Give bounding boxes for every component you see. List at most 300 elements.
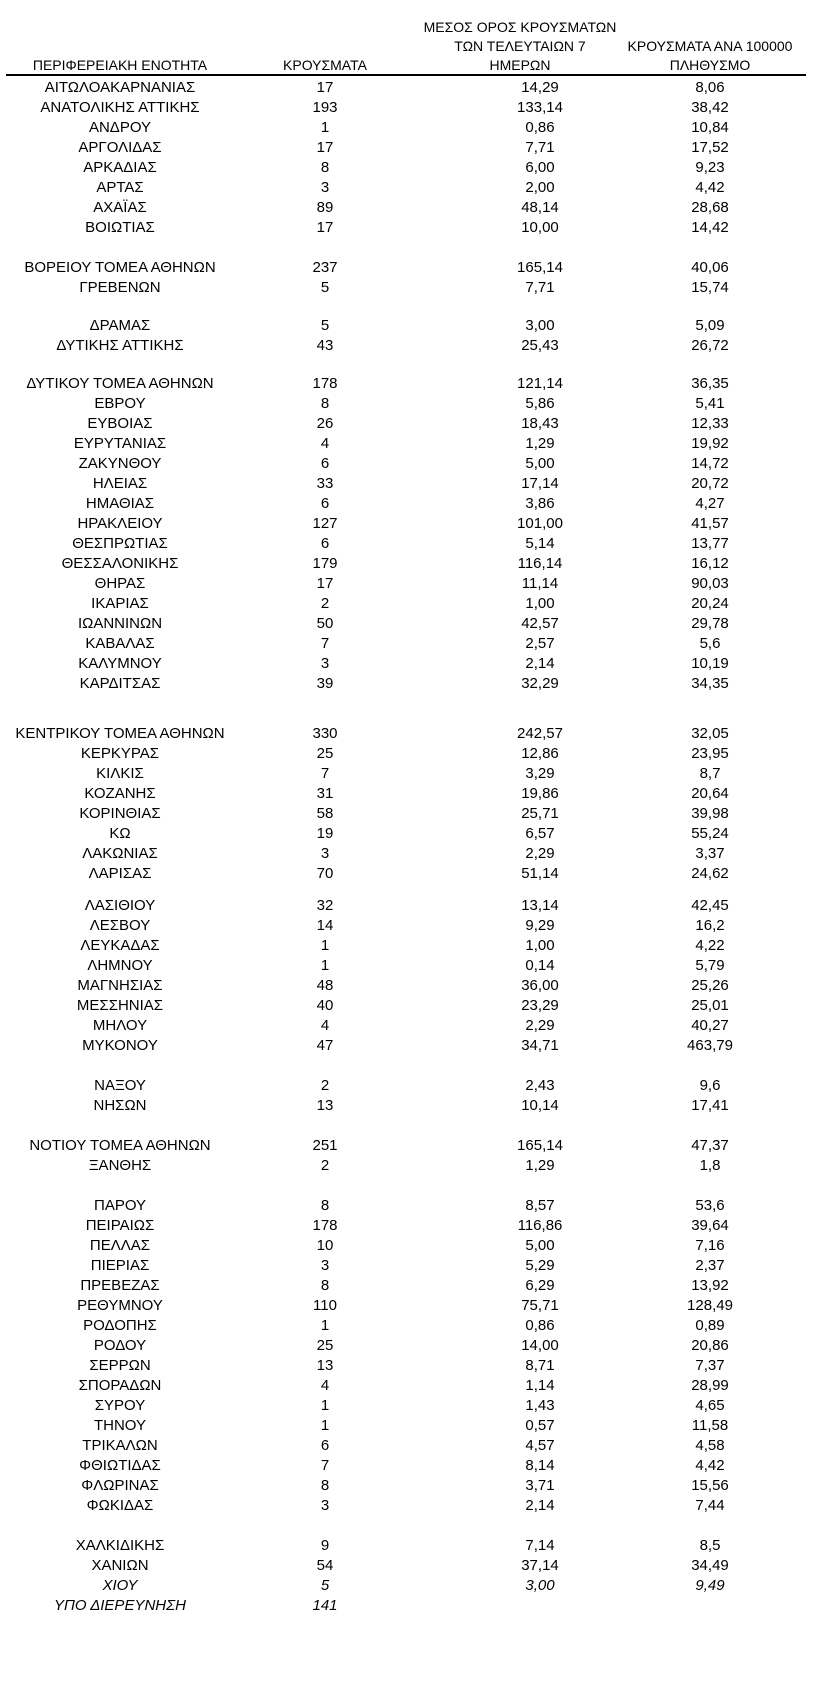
cases-cell: 4 <box>320 1017 330 1034</box>
region-name-cell: ΘΗΡΑΣ <box>94 575 146 592</box>
cases-per-100000-cell: 5,41 <box>695 395 725 412</box>
region-name-cell: ΑΝΔΡΟΥ <box>88 119 152 136</box>
table-row <box>0 1476 835 1496</box>
cases-per-100000-cell: 20,64 <box>691 785 729 802</box>
seven-day-average-cell: 48,14 <box>521 199 559 216</box>
table-row <box>0 614 835 634</box>
region-name-cell: ΝΟΤΙΟΥ ΤΟΜΕΑ ΑΘΗΝΩΝ <box>29 1137 211 1154</box>
cases-cell: 5 <box>320 317 330 334</box>
region-name-cell: ΧΙΟΥ <box>102 1577 138 1594</box>
table-row <box>0 1076 835 1096</box>
table-row <box>0 724 835 744</box>
region-name-cell: ΝΑΞΟΥ <box>94 1077 146 1094</box>
region-name-cell: ΜΥΚΟΝΟΥ <box>82 1037 158 1054</box>
region-name-cell: ΚΟΡΙΝΘΙΑΣ <box>79 805 161 822</box>
table-row <box>0 1336 835 1356</box>
region-name-cell: ΡΕΘΥΜΝΟΥ <box>77 1297 163 1314</box>
seven-day-average-cell: 8,71 <box>525 1357 555 1374</box>
region-name-cell: ΚΟΖΑΝΗΣ <box>84 785 156 802</box>
region-name-cell: ΓΡΕΒΕΝΩΝ <box>79 279 161 296</box>
region-name-cell: ΗΡΑΚΛΕΙΟΥ <box>77 515 163 532</box>
seven-day-average-cell: 6,57 <box>525 825 555 842</box>
table-row <box>0 1376 835 1396</box>
cases-cell: 5 <box>320 1577 330 1594</box>
cases-cell: 17 <box>316 575 334 592</box>
seven-day-average-cell: 2,14 <box>525 1497 555 1514</box>
cases-cell: 32 <box>316 897 334 914</box>
cases-per-100000-cell: 26,72 <box>691 337 729 354</box>
table-row <box>0 996 835 1016</box>
region-name-cell: ΛΗΜΝΟΥ <box>87 957 153 974</box>
cases-cell: 19 <box>316 825 334 842</box>
cases-per-100000-cell: 53,6 <box>695 1197 725 1214</box>
cases-per-100000-cell: 20,86 <box>691 1337 729 1354</box>
cases-cell: 17 <box>316 139 334 156</box>
table-row <box>0 534 835 554</box>
table-row <box>0 158 835 178</box>
cases-per-100000-cell: 40,06 <box>691 259 729 276</box>
region-name-cell: ΚΕΡΚΥΡΑΣ <box>80 745 160 762</box>
table-row <box>0 1236 835 1256</box>
table-row <box>0 514 835 534</box>
region-name-cell: ΔΡΑΜΑΣ <box>89 317 151 334</box>
table-row <box>0 956 835 976</box>
seven-day-average-cell: 121,14 <box>517 375 563 392</box>
seven-day-average-cell: 36,00 <box>521 977 559 994</box>
cases-cell: 8 <box>320 159 330 176</box>
seven-day-average-cell: 4,57 <box>525 1437 555 1454</box>
cases-cell: 3 <box>320 655 330 672</box>
cases-cell: 25 <box>316 1337 334 1354</box>
region-name-cell: ΚΑΛΥΜΝΟΥ <box>78 655 162 672</box>
seven-day-average-cell: 25,43 <box>521 337 559 354</box>
region-name-cell: ΘΕΣΣΑΛΟΝΙΚΗΣ <box>61 555 179 572</box>
cases-per-100000-cell: 38,42 <box>691 99 729 116</box>
cases-per-100000-cell: 32,05 <box>691 725 729 742</box>
cases-per-100000-cell: 7,16 <box>695 1237 725 1254</box>
region-name-cell: ΑΡΤΑΣ <box>96 179 144 196</box>
seven-day-average-cell: 1,43 <box>525 1397 555 1414</box>
table-row <box>0 494 835 514</box>
table-row <box>0 394 835 414</box>
cases-per-100000-cell: 9,6 <box>699 1077 721 1094</box>
region-name-cell: ΙΚΑΡΙΑΣ <box>91 595 149 612</box>
region-name-cell: ΒΟΡΕΙΟΥ ΤΟΜΕΑ ΑΘΗΝΩΝ <box>24 259 216 276</box>
seven-day-average-cell: 14,00 <box>521 1337 559 1354</box>
cases-cell: 1 <box>320 957 330 974</box>
table-row <box>0 1596 835 1616</box>
region-name-cell: ΧΑΛΚΙΔΙΚΗΣ <box>75 1537 165 1554</box>
seven-day-average-cell: 42,57 <box>521 615 559 632</box>
cases-cell: 8 <box>320 1477 330 1494</box>
seven-day-average-cell: 8,57 <box>525 1197 555 1214</box>
seven-day-average-cell: 0,86 <box>525 1317 555 1334</box>
table-row <box>0 1196 835 1216</box>
table-row <box>0 594 835 614</box>
cases-cell: 3 <box>320 1257 330 1274</box>
cases-cell: 2 <box>320 1157 330 1174</box>
cases-cell: 4 <box>320 1377 330 1394</box>
seven-day-average-cell: 2,57 <box>525 635 555 652</box>
region-name-cell: ΛΑΚΩΝΙΑΣ <box>82 845 158 862</box>
seven-day-average-cell: 1,00 <box>525 937 555 954</box>
region-name-cell: ΒΟΙΩΤΙΑΣ <box>85 219 155 236</box>
cases-per-100000-cell: 24,62 <box>691 865 729 882</box>
cases-cell: 1 <box>320 1317 330 1334</box>
cases-cell: 17 <box>316 79 334 96</box>
cases-per-100000-cell: 9,49 <box>695 1577 725 1594</box>
cases-cell: 3 <box>320 845 330 862</box>
cases-cell: 14 <box>316 917 334 934</box>
table-row <box>0 258 835 278</box>
cases-per-100000-cell: 8,7 <box>699 765 721 782</box>
cases-cell: 39 <box>316 675 334 692</box>
seven-day-average-cell: 165,14 <box>517 1137 563 1154</box>
cases-per-100000-cell: 20,72 <box>691 475 729 492</box>
region-name-cell: ΙΩΑΝΝΙΝΩΝ <box>77 615 163 632</box>
cases-per-100000-cell: 39,98 <box>691 805 729 822</box>
header-avg-line-3: ΗΜΕΡΩΝ <box>489 57 551 73</box>
cases-cell: 25 <box>316 745 334 762</box>
seven-day-average-cell: 3,00 <box>525 1577 555 1594</box>
cases-per-100000-cell: 47,37 <box>691 1137 729 1154</box>
seven-day-average-cell: 2,43 <box>525 1077 555 1094</box>
table-row <box>0 1136 835 1156</box>
cases-per-100000-cell: 5,79 <box>695 957 725 974</box>
cases-cell: 8 <box>320 1197 330 1214</box>
region-name-cell: ΡΟΔΟΥ <box>93 1337 147 1354</box>
cases-per-100000-cell: 4,42 <box>695 179 725 196</box>
table-row <box>0 454 835 474</box>
seven-day-average-cell: 5,00 <box>525 1237 555 1254</box>
cases-per-100000-cell: 0,89 <box>695 1317 725 1334</box>
cases-cell: 110 <box>313 1297 337 1314</box>
region-name-cell: ΦΘΙΩΤΙΔΑΣ <box>79 1457 161 1474</box>
cases-cell: 13 <box>316 1097 334 1114</box>
cases-per-100000-cell: 7,44 <box>695 1497 725 1514</box>
table-row <box>0 896 835 916</box>
seven-day-average-cell: 10,14 <box>521 1097 559 1114</box>
table-row <box>0 764 835 784</box>
region-name-cell: ΝΗΣΩΝ <box>93 1097 147 1114</box>
cases-per-100000-cell: 23,95 <box>691 745 729 762</box>
region-name-cell: ΖΑΚΥΝΘΟΥ <box>78 455 162 472</box>
seven-day-average-cell: 1,14 <box>525 1377 555 1394</box>
table-row <box>0 916 835 936</box>
header-region: ΠΕΡΙΦΕΡΕΙΑΚΗ ΕΝΟΤΗΤΑ <box>32 57 208 73</box>
region-name-cell: ΠΡΕΒΕΖΑΣ <box>80 1277 160 1294</box>
table-row <box>0 804 835 824</box>
seven-day-average-cell: 14,29 <box>521 79 559 96</box>
cases-cell: 3 <box>320 1497 330 1514</box>
seven-day-average-cell: 2,29 <box>525 845 555 862</box>
region-name-cell: ΑΡΓΟΛΙΔΑΣ <box>78 139 162 156</box>
cases-per-100000-cell: 40,27 <box>691 1017 729 1034</box>
cases-per-100000-cell: 12,33 <box>691 415 729 432</box>
region-name-cell: ΚΙΛΚΙΣ <box>96 765 144 782</box>
table-row <box>0 654 835 674</box>
cases-per-100000-cell: 10,84 <box>691 119 729 136</box>
cases-cell: 26 <box>316 415 334 432</box>
table-row <box>0 1016 835 1036</box>
cases-per-100000-cell: 17,52 <box>691 139 729 156</box>
cases-cell: 7 <box>320 765 330 782</box>
table-row <box>0 1036 835 1056</box>
table-row <box>0 574 835 594</box>
table-row <box>0 316 835 336</box>
cases-cell: 1 <box>320 1417 330 1434</box>
table-row <box>0 634 835 654</box>
cases-per-100000-cell: 10,19 <box>691 655 729 672</box>
cases-per-100000-cell: 4,42 <box>695 1457 725 1474</box>
region-name-cell: ΔΥΤΙΚΟΥ ΤΟΜΕΑ ΑΘΗΝΩΝ <box>26 375 214 392</box>
table-row <box>0 674 835 694</box>
region-name-cell: ΤΗΝΟΥ <box>93 1417 147 1434</box>
region-name-cell: ΔΥΤΙΚΗΣ ΑΤΤΙΚΗΣ <box>56 337 184 354</box>
seven-day-average-cell: 3,71 <box>525 1477 555 1494</box>
region-name-cell: ΞΑΝΘΗΣ <box>88 1157 152 1174</box>
seven-day-average-cell: 5,86 <box>525 395 555 412</box>
cases-cell: 6 <box>320 495 330 512</box>
cases-cell: 54 <box>316 1557 334 1574</box>
table-row <box>0 414 835 434</box>
cases-per-100000-cell: 90,03 <box>691 575 729 592</box>
region-name-cell: ΤΡΙΚΑΛΩΝ <box>82 1437 158 1454</box>
region-name-cell: ΣΠΟΡΑΔΩΝ <box>78 1377 162 1394</box>
table-row <box>0 1096 835 1116</box>
header-rate-line-1: ΚΡΟΥΣΜΑΤΑ ΑΝΑ 100000 <box>627 38 793 54</box>
cases-per-100000-cell: 4,27 <box>695 495 725 512</box>
table-row <box>0 118 835 138</box>
region-name-cell: ΜΑΓΝΗΣΙΑΣ <box>77 977 163 994</box>
table-row <box>0 1576 835 1596</box>
cases-per-100000-cell: 7,37 <box>695 1357 725 1374</box>
table-row <box>0 864 835 884</box>
cases-per-100000-cell: 4,22 <box>695 937 725 954</box>
seven-day-average-cell: 75,71 <box>521 1297 559 1314</box>
table-row <box>0 1296 835 1316</box>
table-row <box>0 178 835 198</box>
seven-day-average-cell: 3,00 <box>525 317 555 334</box>
cases-per-100000-cell: 55,24 <box>691 825 729 842</box>
seven-day-average-cell: 7,71 <box>525 139 555 156</box>
region-name-cell: ΣΕΡΡΩΝ <box>89 1357 151 1374</box>
region-name-cell: ΕΥΒΟΙΑΣ <box>87 415 153 432</box>
header-divider <box>6 74 806 76</box>
cases-cell: 31 <box>316 785 334 802</box>
cases-cell: 6 <box>320 535 330 552</box>
region-name-cell: ΑΙΤΩΛΟΑΚΑΡΝΑΝΙΑΣ <box>44 79 196 96</box>
region-name-cell: ΚΩ <box>109 825 131 842</box>
region-name-cell: ΘΕΣΠΡΩΤΙΑΣ <box>72 535 168 552</box>
cases-cell: 1 <box>320 937 330 954</box>
cases-cell: 13 <box>316 1357 334 1374</box>
cases-per-100000-cell: 28,68 <box>691 199 729 216</box>
table-row <box>0 824 835 844</box>
table-row <box>0 98 835 118</box>
table-row <box>0 1216 835 1236</box>
seven-day-average-cell: 51,14 <box>521 865 559 882</box>
table-row <box>0 1156 835 1176</box>
cases-per-100000-cell: 463,79 <box>687 1037 733 1054</box>
region-name-cell: ΕΒΡΟΥ <box>94 395 146 412</box>
seven-day-average-cell: 165,14 <box>517 259 563 276</box>
cases-cell: 9 <box>320 1537 330 1554</box>
cases-cell: 48 <box>316 977 334 994</box>
seven-day-average-cell: 5,14 <box>525 535 555 552</box>
cases-cell: 40 <box>316 997 334 1014</box>
table-row <box>0 1556 835 1576</box>
cases-per-100000-cell: 34,49 <box>691 1557 729 1574</box>
cases-per-100000-cell: 3,37 <box>695 845 725 862</box>
cases-per-100000-cell: 15,74 <box>691 279 729 296</box>
seven-day-average-cell: 25,71 <box>521 805 559 822</box>
table-row <box>0 374 835 394</box>
cases-cell: 1 <box>320 1397 330 1414</box>
cases-cell: 2 <box>320 595 330 612</box>
cases-cell: 47 <box>316 1037 334 1054</box>
seven-day-average-cell: 0,14 <box>525 957 555 974</box>
region-name-cell: ΜΗΛΟΥ <box>92 1017 148 1034</box>
seven-day-average-cell: 10,00 <box>521 219 559 236</box>
cases-cell: 8 <box>320 395 330 412</box>
cases-per-100000-cell: 14,42 <box>691 219 729 236</box>
region-name-cell: ΗΜΑΘΙΑΣ <box>85 495 155 512</box>
cases-cell: 7 <box>320 1457 330 1474</box>
cases-cell: 17 <box>316 219 334 236</box>
table-row <box>0 1436 835 1456</box>
cases-cell: 330 <box>312 725 338 742</box>
cases-per-100000-cell: 14,72 <box>691 455 729 472</box>
seven-day-average-cell: 37,14 <box>521 1557 559 1574</box>
table-row <box>0 1396 835 1416</box>
seven-day-average-cell: 17,14 <box>521 475 559 492</box>
table-row <box>0 336 835 356</box>
region-name-cell: ΡΟΔΟΠΗΣ <box>83 1317 157 1334</box>
cases-cell: 3 <box>320 179 330 196</box>
seven-day-average-cell: 5,00 <box>525 455 555 472</box>
cases-per-100000-cell: 17,41 <box>691 1097 729 1114</box>
seven-day-average-cell: 3,29 <box>525 765 555 782</box>
seven-day-average-cell: 2,00 <box>525 179 555 196</box>
table-row <box>0 976 835 996</box>
cases-cell: 6 <box>320 455 330 472</box>
cases-per-100000-cell: 5,09 <box>695 317 725 334</box>
region-name-cell: ΑΝΑΤΟΛΙΚΗΣ ΑΤΤΙΚΗΣ <box>40 99 200 116</box>
cases-cell: 6 <box>320 1437 330 1454</box>
cases-cell: 10 <box>316 1237 334 1254</box>
cases-cell: 178 <box>312 375 338 392</box>
region-name-cell: ΜΕΣΣΗΝΙΑΣ <box>76 997 164 1014</box>
cases-per-100000-cell: 25,26 <box>691 977 729 994</box>
cases-per-100000-cell: 9,23 <box>695 159 725 176</box>
region-name-cell: ΚΑΡΔΙΤΣΑΣ <box>79 675 161 692</box>
region-name-cell: ΠΙΕΡΙΑΣ <box>90 1257 150 1274</box>
cases-cell: 179 <box>312 555 338 572</box>
cases-cell: 4 <box>320 435 330 452</box>
table-row <box>0 474 835 494</box>
table-row <box>0 78 835 98</box>
table-row <box>0 278 835 298</box>
seven-day-average-cell: 0,86 <box>525 119 555 136</box>
table-row <box>0 1456 835 1476</box>
region-name-cell: ΚΕΝΤΡΙΚΟΥ ΤΟΜΕΑ ΑΘΗΝΩΝ <box>15 725 225 742</box>
cases-per-100000-cell: 1,8 <box>699 1157 721 1174</box>
region-name-cell: ΦΩΚΙΔΑΣ <box>86 1497 154 1514</box>
cases-cell: 33 <box>316 475 334 492</box>
seven-day-average-cell: 11,14 <box>521 575 559 592</box>
table-row <box>0 784 835 804</box>
region-name-cell: ΠΕΛΛΑΣ <box>89 1237 151 1254</box>
region-name-cell: ΛΑΣΙΘΙΟΥ <box>84 897 156 914</box>
seven-day-average-cell: 7,71 <box>525 279 555 296</box>
header-avg-line-2: ΤΩΝ ΤΕΛΕΥΤΑΙΩΝ 7 <box>454 38 586 54</box>
table-row <box>0 1356 835 1376</box>
region-name-cell: ΑΡΚΑΔΙΑΣ <box>83 159 157 176</box>
seven-day-average-cell: 34,71 <box>521 1037 559 1054</box>
region-name-cell: ΦΛΩΡΙΝΑΣ <box>81 1477 159 1494</box>
region-name-cell: ΛΑΡΙΣΑΣ <box>88 865 152 882</box>
cases-per-100000-cell: 36,35 <box>691 375 729 392</box>
cases-per-100000-cell: 28,99 <box>691 1377 729 1394</box>
seven-day-average-cell: 116,86 <box>517 1217 563 1234</box>
cases-per-100000-cell: 8,5 <box>699 1537 721 1554</box>
table-row <box>0 1256 835 1276</box>
seven-day-average-cell: 13,14 <box>521 897 559 914</box>
table-row <box>0 218 835 238</box>
cases-cell: 5 <box>320 279 330 296</box>
cases-cell: 127 <box>312 515 338 532</box>
seven-day-average-cell: 2,14 <box>525 655 555 672</box>
seven-day-average-cell: 32,29 <box>521 675 559 692</box>
seven-day-average-cell: 0,57 <box>525 1417 555 1434</box>
cases-cell: 70 <box>316 865 334 882</box>
table-row <box>0 1536 835 1556</box>
seven-day-average-cell: 116,14 <box>517 555 563 572</box>
header-cases: ΚΡΟΥΣΜΑΤΑ <box>283 57 367 73</box>
cases-cell: 178 <box>312 1217 338 1234</box>
seven-day-average-cell: 18,43 <box>521 415 559 432</box>
table-row <box>0 434 835 454</box>
seven-day-average-cell: 1,29 <box>525 1157 555 1174</box>
cases-cell: 2 <box>320 1077 330 1094</box>
cases-per-100000-cell: 39,64 <box>691 1217 729 1234</box>
region-name-cell: ΥΠΟ ΔΙΕΡΕΥΝΗΣΗ <box>54 1597 186 1614</box>
cases-cell: 8 <box>320 1277 330 1294</box>
region-name-cell: ΧΑΝΙΩΝ <box>91 1557 149 1574</box>
seven-day-average-cell: 1,00 <box>525 595 555 612</box>
region-name-cell: ΠΕΙΡΑΙΩΣ <box>85 1217 155 1234</box>
cases-per-100000-cell: 42,45 <box>691 897 729 914</box>
seven-day-average-cell: 5,29 <box>525 1257 555 1274</box>
cases-cell: 1 <box>320 119 330 136</box>
cases-per-100000-cell: 25,01 <box>691 997 729 1014</box>
seven-day-average-cell: 6,29 <box>525 1277 555 1294</box>
cases-per-100000-cell: 16,2 <box>695 917 725 934</box>
cases-per-100000-cell: 11,58 <box>691 1417 729 1434</box>
cases-per-100000-cell: 19,92 <box>691 435 729 452</box>
cases-cell: 43 <box>316 337 334 354</box>
table-row <box>0 844 835 864</box>
table-row <box>0 138 835 158</box>
table-row <box>0 198 835 218</box>
header-rate-line-2: ΠΛΗΘΥΣΜΟ <box>669 57 751 73</box>
cases-per-100000-cell: 34,35 <box>691 675 729 692</box>
cases-per-100000-cell: 4,65 <box>695 1397 725 1414</box>
cases-cell: 237 <box>312 259 338 276</box>
cases-cell: 141 <box>312 1597 338 1614</box>
cases-per-100000-cell: 8,06 <box>695 79 725 96</box>
